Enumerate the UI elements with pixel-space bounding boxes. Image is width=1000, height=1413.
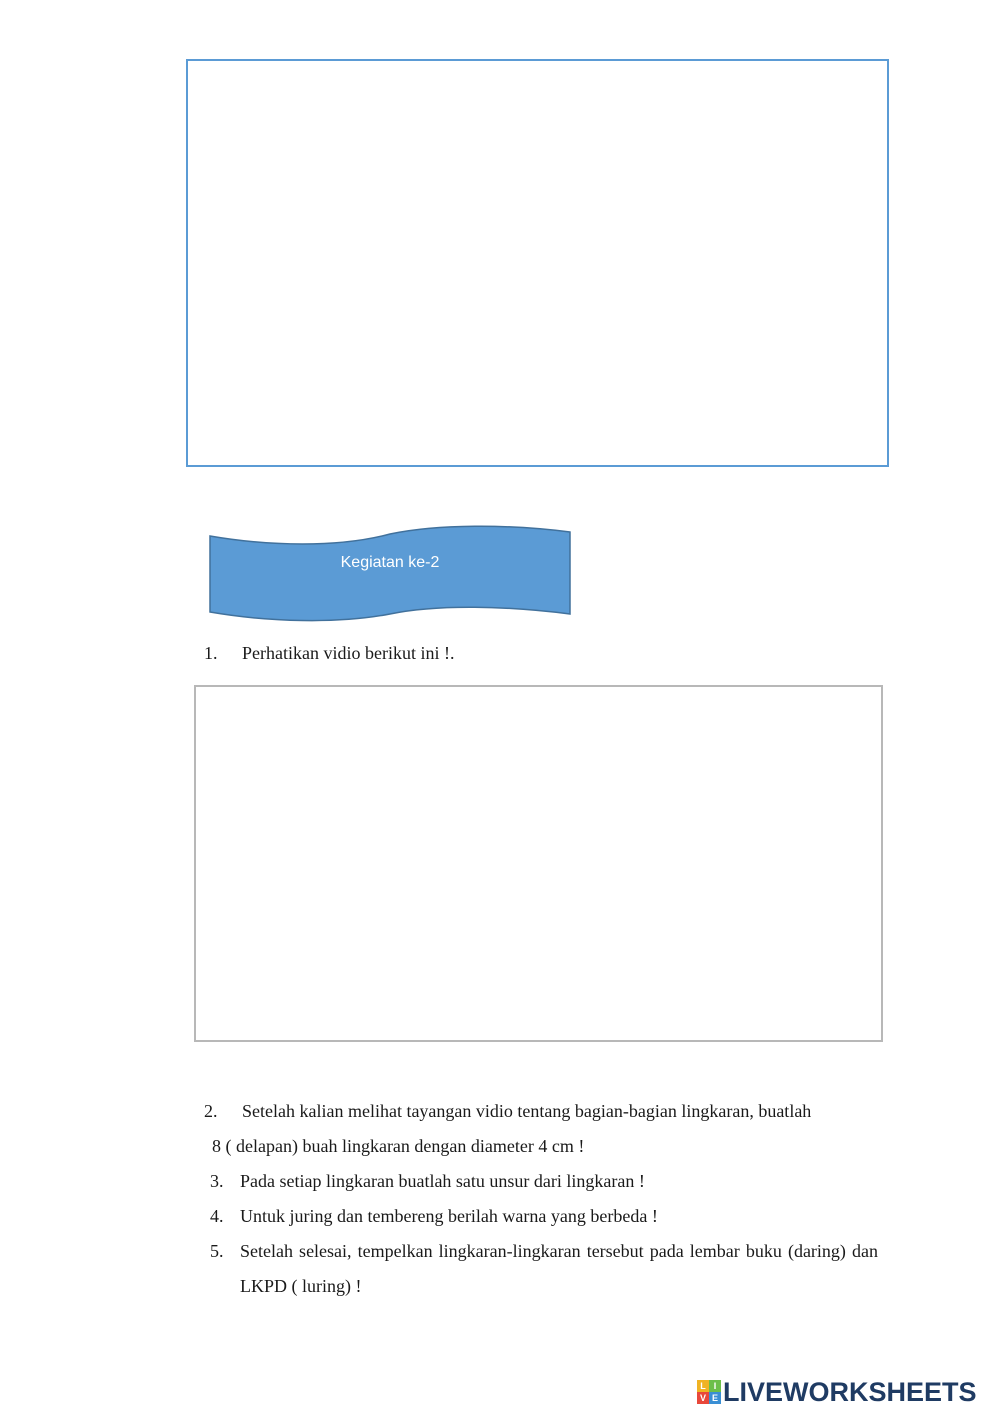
list-item-number: 3. xyxy=(210,1171,224,1191)
list-item-text: Setelah selesai, tempelkan lingkaran-lingkaran tersebut pada lembar buku (daring) dan LKPD ( luring) ! xyxy=(240,1241,878,1296)
question-1 xyxy=(204,643,454,664)
video-frame[interactable] xyxy=(194,685,883,1042)
list-item-number: 5. xyxy=(210,1241,224,1261)
logo-mark-letter: I xyxy=(709,1380,721,1392)
list-item-number: 4. xyxy=(210,1206,224,1226)
instruction-list xyxy=(200,1094,878,1304)
list-item xyxy=(200,1164,878,1199)
activity-banner xyxy=(208,524,572,624)
list-item-text: Pada setiap lingkaran buatlah satu unsur dari lingkaran ! xyxy=(240,1171,645,1191)
logo-mark-letter: L xyxy=(697,1380,709,1392)
banner-label: Kegiatan ke-2 xyxy=(340,554,440,571)
list-item-continuation: 8 ( delapan) buah lingkaran dengan diameter 4 cm ! xyxy=(212,1136,585,1156)
liveworksheets-logo xyxy=(697,1377,977,1407)
list-item xyxy=(200,1199,878,1234)
content-frame-top xyxy=(186,59,889,467)
logo-mark-letter: E xyxy=(709,1392,721,1404)
question-1-number: 1. xyxy=(204,643,218,663)
list-item-text: Setelah kalian melihat tayangan vidio tentang bagian-bagian lingkaran, buatlah xyxy=(242,1101,812,1121)
logo-text: LIVEWORKSHEETS xyxy=(723,1376,977,1407)
list-item-number: 2. xyxy=(204,1101,218,1121)
list-item-text: Untuk juring dan tembereng berilah warna yang berbeda ! xyxy=(240,1206,658,1226)
logo-mark-letter: V xyxy=(697,1392,709,1404)
banner-wave-shape xyxy=(208,524,572,624)
logo-mark-icon xyxy=(697,1380,721,1404)
list-item xyxy=(200,1094,878,1164)
question-1-text: Perhatikan vidio berikut ini !. xyxy=(242,643,455,663)
list-item xyxy=(200,1234,878,1304)
